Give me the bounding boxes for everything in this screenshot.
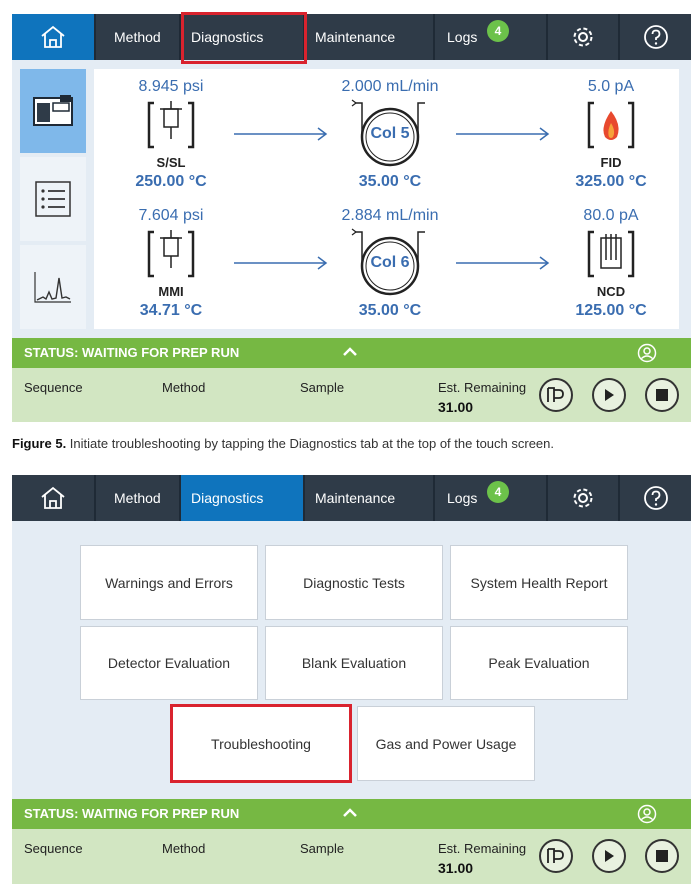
est-remaining-value: 31.00 bbox=[438, 860, 474, 876]
detector1-name: FID bbox=[600, 155, 622, 170]
status-text: STATUS: WAITING FOR PREP RUN bbox=[24, 806, 240, 821]
est-remaining-label: Est. Remaining bbox=[438, 841, 527, 856]
column1-name: Col 5 bbox=[370, 125, 410, 142]
home-icon bbox=[39, 484, 67, 512]
prep-run-icon bbox=[545, 384, 567, 406]
home-icon bbox=[39, 23, 67, 51]
tab-diagnostics[interactable]: Diagnostics bbox=[181, 475, 303, 521]
settings-tab[interactable] bbox=[548, 475, 618, 521]
tile-warnings-and-errors[interactable]: Warnings and Errors bbox=[80, 545, 258, 620]
troubleshooting-highlight bbox=[170, 704, 352, 783]
stop-icon bbox=[654, 387, 670, 403]
inlet2-icon bbox=[146, 228, 196, 280]
chevron-up-icon[interactable] bbox=[342, 343, 358, 361]
gear-icon bbox=[570, 485, 596, 511]
status-bar bbox=[12, 338, 691, 368]
inlet1-pressure: 8.945 psi bbox=[138, 78, 204, 95]
fid-flame-icon bbox=[586, 99, 636, 153]
tab-logs[interactable] bbox=[435, 14, 546, 60]
home-tab[interactable] bbox=[12, 14, 94, 60]
list-view-button[interactable] bbox=[20, 157, 86, 241]
stop-button[interactable] bbox=[645, 378, 679, 412]
user-icon[interactable] bbox=[637, 343, 657, 363]
inlet1-icon bbox=[146, 99, 196, 151]
tab-method[interactable]: Method bbox=[96, 475, 179, 521]
status-bar bbox=[12, 799, 691, 829]
start-button[interactable] bbox=[592, 378, 626, 412]
sample-label: Sample bbox=[300, 380, 345, 395]
detector2-temp: 125.00 °C bbox=[575, 302, 647, 319]
gc-touchscreen-status bbox=[12, 14, 691, 422]
tile-detector-evaluation[interactable]: Detector Evaluation bbox=[80, 626, 258, 700]
run-info-bar bbox=[12, 368, 691, 422]
detector2-signal: 80.0 pA bbox=[583, 207, 639, 224]
home-tab[interactable] bbox=[12, 475, 94, 521]
tab-maintenance[interactable]: Maintenance bbox=[305, 14, 433, 60]
sequence-label: Sequence bbox=[24, 841, 83, 856]
figure-number: Figure 5. bbox=[12, 436, 67, 451]
stop-button[interactable] bbox=[645, 839, 679, 873]
arrow-icon bbox=[234, 127, 329, 141]
tile-diagnostic-tests[interactable]: Diagnostic Tests bbox=[265, 545, 443, 620]
detector2-name: NCD bbox=[596, 284, 626, 299]
method-label: Method bbox=[162, 380, 206, 395]
logs-count-badge: 4 bbox=[487, 481, 509, 503]
top-nav bbox=[12, 475, 691, 521]
play-icon bbox=[601, 848, 617, 864]
list-icon bbox=[35, 181, 71, 217]
inlet1-temp: 250.00 °C bbox=[135, 173, 207, 190]
help-tab[interactable] bbox=[620, 475, 691, 521]
instrument-icon bbox=[33, 95, 73, 127]
est-remaining-label: Est. Remaining bbox=[438, 380, 527, 395]
tab-logs-label: Logs bbox=[447, 490, 478, 506]
instrument-view-button[interactable] bbox=[20, 69, 86, 153]
chromatogram-view-button[interactable] bbox=[20, 245, 86, 329]
ncd-detector-icon bbox=[586, 228, 636, 282]
tile-system-health-report[interactable]: System Health Report bbox=[450, 545, 628, 620]
arrow-icon bbox=[456, 256, 551, 270]
gc-touchscreen-diagnostics bbox=[12, 475, 691, 884]
sequence-label: Sequence bbox=[24, 380, 83, 395]
play-icon bbox=[601, 387, 617, 403]
caption-text: Initiate troubleshooting by tapping the Diagnostics tab at the top of the touch screen. bbox=[66, 436, 555, 451]
prep-run-icon bbox=[545, 845, 567, 867]
inlet2-pressure: 7.604 psi bbox=[138, 207, 204, 224]
diagnostics-tab-highlight bbox=[181, 12, 307, 64]
logs-count-badge: 4 bbox=[487, 20, 509, 42]
tab-method[interactable]: Method bbox=[96, 14, 179, 60]
chevron-up-icon[interactable] bbox=[342, 804, 358, 822]
inlet1-name: S/SL bbox=[156, 155, 186, 170]
tab-maintenance[interactable]: Maintenance bbox=[305, 475, 433, 521]
settings-tab[interactable] bbox=[548, 14, 618, 60]
column2-flow-rate: 2.884 mL/min bbox=[341, 207, 439, 224]
user-icon[interactable] bbox=[637, 804, 657, 824]
top-nav bbox=[12, 14, 691, 60]
tab-logs-label: Logs bbox=[447, 29, 478, 45]
chromatogram-icon bbox=[33, 270, 73, 304]
arrow-icon bbox=[234, 256, 329, 270]
gear-icon bbox=[570, 24, 596, 50]
est-remaining-value: 31.00 bbox=[438, 399, 474, 415]
method-label: Method bbox=[162, 841, 206, 856]
stop-icon bbox=[654, 848, 670, 864]
inlet2-temp: 34.71 °C bbox=[139, 302, 203, 319]
help-icon bbox=[643, 24, 669, 50]
prep-run-button[interactable] bbox=[539, 378, 573, 412]
start-button[interactable] bbox=[592, 839, 626, 873]
inlet2-name: MMI bbox=[158, 284, 184, 299]
tile-blank-evaluation[interactable]: Blank Evaluation bbox=[265, 626, 443, 700]
sample-label: Sample bbox=[300, 841, 345, 856]
help-tab[interactable] bbox=[620, 14, 691, 60]
arrow-icon bbox=[456, 127, 551, 141]
flow-path-panel bbox=[94, 69, 679, 329]
figure-caption bbox=[12, 436, 554, 451]
run-info-bar bbox=[12, 829, 691, 884]
help-icon bbox=[643, 485, 669, 511]
detector1-temp: 325.00 °C bbox=[575, 173, 647, 190]
column1-temp: 35.00 °C bbox=[358, 173, 422, 190]
column1-flow-rate: 2.000 mL/min bbox=[341, 78, 439, 95]
column2-name: Col 6 bbox=[370, 254, 410, 271]
tile-gas-and-power-usage[interactable]: Gas and Power Usage bbox=[357, 706, 535, 781]
status-text: STATUS: WAITING FOR PREP RUN bbox=[24, 345, 240, 360]
column2-temp: 35.00 °C bbox=[358, 302, 422, 319]
tab-diagnostics[interactable]: Diagnostics bbox=[181, 14, 303, 60]
tile-peak-evaluation[interactable]: Peak Evaluation bbox=[450, 626, 628, 700]
detector1-signal: 5.0 pA bbox=[587, 78, 635, 95]
tab-logs[interactable] bbox=[435, 475, 546, 521]
prep-run-button[interactable] bbox=[539, 839, 573, 873]
tile-troubleshooting[interactable]: Troubleshooting bbox=[172, 706, 350, 781]
